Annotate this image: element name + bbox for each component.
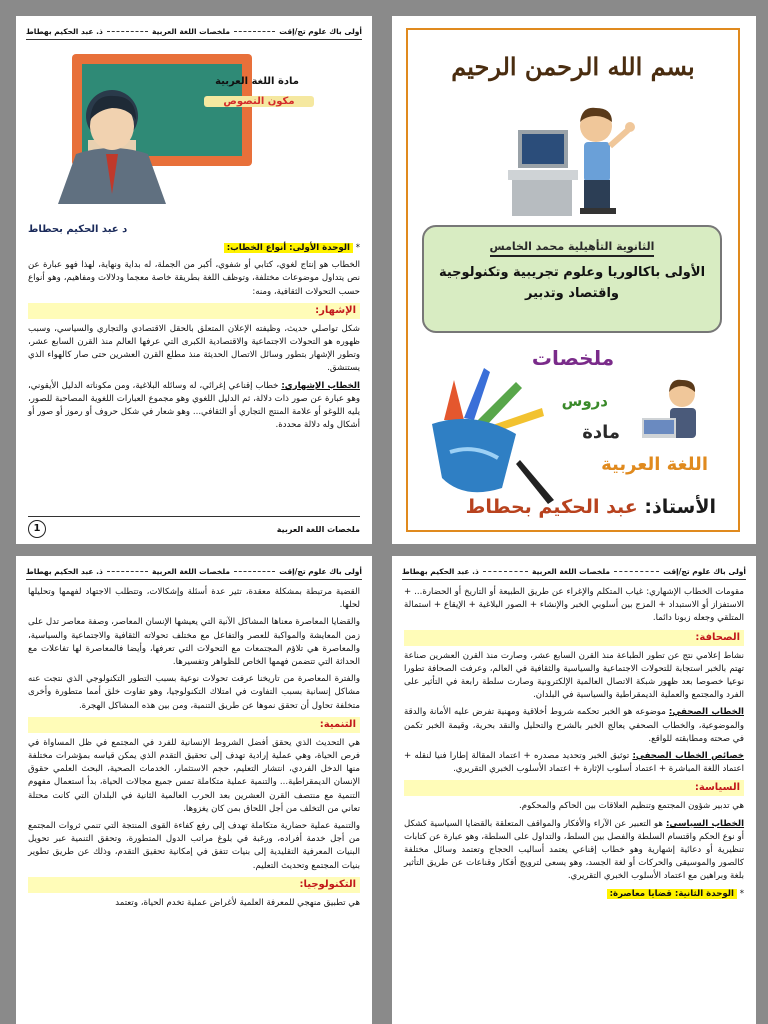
header-teacher: ذ. عبد الحكيم بهطاط xyxy=(25,566,103,576)
page-header xyxy=(26,564,362,578)
page-press-politics xyxy=(392,556,756,1024)
advertising-discourse-text: خطاب إقناعي إغرائي، له وسائله البلاغية، ومن مكوناته الدليل الأيقوني، وهو عبارة عن صور ذات دلالة، ثم الدليل اللغوي وهو مجموع العبارات اللغوية المصاحبة للصور، يليه اللوغو أو علامة المنتج التجاري أو الثقافي... وهو شعار في شكل حروف أو رموز أو صور أو أشكال وله دلالة محددة. xyxy=(28,380,360,431)
press-features-title: خصائص الخطاب الصحفي: xyxy=(632,751,745,762)
press-features-text: توثيق الخبر وتحديد مصدره + اعتماد المقالة إطارا فنيا لنقله + اعتماد اللغة المباشرة + اعتماد أسلوب الإثارة + اعتماد الأسلوب الخبري التقريري. xyxy=(404,751,744,775)
development-text-1: هي التحديث الذي يحقق أفضل الشروط الإنسانية للفرد في المجتمع في ظل المساواة في فرص الحياة، وهي عملية إرادية تهدف إلى تحقيق التقدم الذي يمكن قياسه بمؤشرات مختلفة منها الدخل الفردي، انتشار التعليم، حجم الاستثمار، الخدمات الصحية، البحث العلمي حقوق الإنسان الديمقراطية... والتنمية عملية متكاملة تمس جميع مجالات الحياة، بدأ استعمال مفهوم التنمية مع منتصف القرن العشرين بعد الحرب العالمية الثانية في البلدان التي كانت محتلة تعاني من التخلف من أجل اللحاق بمن كان يغزوها. xyxy=(28,737,360,814)
development-text-2: والتنمية عملية حضارية متكاملة تهدف إلى رفع كفاءة القوى المنتجة التي تنمي ثروات المجتمع من أجل خدمة أفراده، ورغبة في بلوغ مراتب الدول المتطورة، وتحقق التنمية عبر تحويل البنيات المعرفية التقليدية إلى بنيات تتفق في إمكانية تحقيق التقدم، وذلك عن طريق تطوير بنيات المجتمع وتحديث التعليم. xyxy=(28,821,360,871)
page-number: 1 xyxy=(28,520,46,538)
section-technology: التكنولوجيا: xyxy=(28,877,360,893)
advertising-discourse-title: الخطاب الإشهاري: xyxy=(281,380,360,391)
political-discourse-title: الخطاب السياسي: xyxy=(665,818,745,829)
press-discourse-text: موضوعه هو الخبر تحكمه شروط أخلاقية ومهنية تفرض عليه الأمانة والدقة والموضوعية، والخطاب الصحفي يعالج الخبر بالشرح والتحليل والنقد بحرية، وقيمة الخبر تكمن في صحته ومطابقته للواقع. xyxy=(404,707,744,744)
contemporary-text: والقضايا المعاصرة معناها المشاكل الآنية التي يعيشها الإنسان المعاصر، وصفة معاصر تدل على زمن المعايشة والمواكبة للعصر والتفاعل مع مختلف تحولاته الثقافية والاجتماعية والسياسية، والمعاصرة هي تلاؤم المجتمعات مع التحولات التي تعرفها، وأيضا فالمعاصرة لها تفاعلات مع الحداثة التي تتضمن فهمها الخاص للظواهر وتفسيرها. xyxy=(28,617,360,668)
page-body xyxy=(28,586,360,914)
section-press: الصحافة: xyxy=(404,630,744,646)
politics-text: هي تدبير شؤون المجتمع وتنظيم العلاقات بين الحاكم والمحكوم. xyxy=(519,801,744,812)
school-info-box xyxy=(422,225,722,333)
board-signature: د عبد الحكيم بحطاط xyxy=(28,224,128,235)
header-subject: ملخصات اللغة العربية xyxy=(152,26,231,36)
discourse-intro: الخطاب هو إنتاج لغوي، كتابي أو شفوي، أكبر من الجملة، له بداية ونهاية، لهذا فهو عبارة عن نص يتداول موضوعات مختلفة، وتوظف اللغة بطريقة خاصة معجما ودلالات ومفاهيم، وهو أنواع حسب التحولات الثقافية، ومنه: xyxy=(28,260,360,297)
header-subject: ملخصات اللغة العربية xyxy=(152,566,231,576)
advertising-text: شكل تواصلي حديث، وظيفته الإعلان المتعلق بالحقل الاقتصادي والتجاري والسياسي، وسبب ظهوره هو التحولات الاجتماعية والاقتصادية الكبرى التي عرفها العالم منذ القرن السابع عشر، وتطور الإشهار بتطور وسائل الاتصال الحديثة منذ مطلع القرن العشرين حتى صار كالهواء الذي يستنشق. xyxy=(28,323,360,374)
ad-components-text: مقومات الخطاب الإشهاري: غياب المتكلم والإغراء عن طريق الطبيعة أو التاريخ أو الحضارة... + الاستفزاز أو الاستبداد + المزج بين أسلوبي الخبر والإنشاء + الصور البلاغية + الإيقاع + استمالة المتلقي وجعله زبونا دائما. xyxy=(404,587,744,624)
issue-intro: القضية مرتبطة بمشكلة معقدة، تثير عدة أسئلة وإشكالات، وتتطلب الاجتهاد لفهمها وتحليلها لحلها. xyxy=(28,587,360,611)
header-class: أولى باك علوم تج/إقت xyxy=(663,566,746,576)
teacher-prefix: الأستاذ: xyxy=(644,496,716,518)
lessons-label: دروس xyxy=(561,392,608,410)
board-title: مادة اللغة العربية xyxy=(215,76,299,87)
unit-1-title: الوحدة الأولى: أنواع الخطاب: xyxy=(224,243,353,253)
header-class: أولى باك علوم تج/إقت xyxy=(279,566,362,576)
subject-label: مادة xyxy=(582,422,620,443)
man-at-computer-illustration xyxy=(498,90,648,230)
school-name: الثانوية التأهيلية محمد الخامس xyxy=(490,240,655,257)
arabic-language-label: اللغة العربية xyxy=(601,454,708,475)
press-text: نشاط إعلامي نتج عن تطور الطباعة منذ القرن السابع عشر، وصارت منذ القرن العشرين صناعة تهتم بالخبر استجابة للتحولات الاجتماعية والسياسية والثقافية في العالم، وعرفت الصحافة تطورا نوعيا خصوصا بعد ظهور شبكة الاتصال العالمية الإلكترونية وصارت سلطة رابعة في التأثير على الفرد والمجتمع والعملية الديمقراطية والسياسية في البلدان. xyxy=(404,650,744,701)
board-subtitle: مكون النصوص xyxy=(204,96,314,107)
political-discourse-text: هو التعبير عن الآراء والأفكار والمواقف المتعلقة بالقضايا السياسية كشكل أو نوع الحكم واقتسام السلطة والفصل بين السلط، والتداول على السلطة، وهو عبارة عن كتابات تنظيرية أو دعائية إشهارية وهو خطاب إقناعي يعتمد أساليب الحجاج وتعتمد وسائل مختلفة كالصور والموسيقى والحركات أو لغة الجسد، وهو يسعى لترويج أفكار وقناعات عن طريق التأثير بلغة وبراهين مع اعتماد الأسلوب الخبري التقريري. xyxy=(404,818,744,882)
unit-2-title: الوحدة الثانية: قضايا معاصرة: xyxy=(607,889,737,899)
basmala: بسم الله الرحمن الرحيم xyxy=(451,52,695,81)
page-body: مقومات الخطاب الإشهاري: غياب المتكلم والإغراء عن طريق الطبيعة أو التاريخ أو الحضارة... + الاستفزاز أو الاستبداد + المزج بين أسلوبي الخبر والإنشاء + الصور البلاغية + الإيقاع + استمالة المتلقي وجعله زبونا دائما. الصحافة: نشاط إعلامي نتج عن تطور الطباعة منذ القرن السابع عشر، وصارت منذ القرن العشرين صناعة تهتم بالخبر استجابة للتحولات الاجتماعية والسياسية والثقافية في العالم، وعرفت الصحافة تطورا نوعيا خصوصا بعد ظهور شبكة الاتصال العالمية الإلكترونية وصارت سلطة رابعة في التأثير على الفرد والمجتمع والعملية الديمقراطية والسياسية في البلدان. الخطاب الصحفي: موضوعه هو الخبر تحكمه شروط أخلاقية ومهنية تفرض عليه الأمانة والدقة والموضوعية، والخطاب الصحفي يعالج الخبر بالشرح والتحليل والنقد بحرية، وقيمة الخبر تكمن في صحته ومطابقته للواقع. خصائص الخطاب الصحفي: توثيق الخبر وتحديد مصدره + اعتماد المقالة إطارا فنيا لنقله + اعتماد اللغة المباشرة + اعتماد أسلوب الإثارة + اعتماد الأسلوب الخبري التقريري. السياسة: هي تدبير شؤون المجتمع وتنظيم العلاقات بين الحاكم والمحكوم. الخطاب السياسي: هو التعبير عن الآراء والأفكار والمواقف المتعلقة بالقضايا السياسية كشكل أو نوع الحكم واقتسام السلطة والفصل بين السلط، والتداول على السلطة، وهو عبارة عن كتابات تنظيرية أو دعائية إشهارية وهو خطاب إقناعي يعتمد أساليب الحجاج وتعتمد وسائل مختلفة كالصور والموسيقى والحركات أو لغة الجسد، وهو يسعى لترويج أفكار وقناعات عن طريق التأثير بلغة وبراهين مع اعتماد الأسلوب الخبري التقريري. * الوحدة الثانية: قضايا معاصرة: xyxy=(404,587,745,899)
press-discourse-title: الخطاب الصحفي: xyxy=(668,707,744,718)
page-contemporary-issues xyxy=(16,556,372,1024)
page-1 xyxy=(16,16,372,544)
page-header xyxy=(26,24,362,38)
track-line-2: واقتصاد وتدبير xyxy=(525,286,619,301)
technology-text: هي تطبيق منهجي للمعرفة العلمية لأغراض عملية تخدم الحياة، وتعتمد xyxy=(115,897,360,908)
track-line-1: الأولى باكالوريا وعلوم تجريبية وتكنولوجية xyxy=(438,265,706,280)
section-development: التنمية: xyxy=(28,717,360,733)
man-with-laptop-illustration xyxy=(636,374,710,444)
page-footer xyxy=(28,516,360,538)
section-advertising: الإشهار: xyxy=(28,303,360,319)
header-class: أولى باك علوم تج/إقت xyxy=(279,26,362,36)
contemporary-period-text: والفترة المعاصرة من تاريخنا عرفت تحولات نوعية بسبب التطور التكنولوجي الذي نتجت عنه مشاكل إنسانية بسبب التفاوت في امتلاك التكنولوجيا، وهو تفاوت خلق أمما متطورة وأخرى متخلفة تحاول أن تحقق نموها عن طريق التنمية، ومن بين هذه المشاكل الهجرة. xyxy=(28,674,360,711)
pens-cup-illustration xyxy=(424,360,564,510)
teacher-full-name: عبد الحكيم بحطاط xyxy=(465,496,638,518)
cover-frame xyxy=(406,28,740,532)
summaries-title: ملخصات xyxy=(531,346,615,370)
header-subject: ملخصات اللغة العربية xyxy=(532,566,611,576)
teacher-name xyxy=(466,496,716,518)
page-header xyxy=(402,564,746,578)
header-teacher: ذ. عبد الحكيم بهطاط xyxy=(401,566,479,576)
header-teacher: ذ. عبد الحكيم بهطاط xyxy=(25,26,103,36)
cover-page xyxy=(392,16,756,544)
page-1-body: * الوحدة الأولى: أنواع الخطاب: الخطاب هو إنتاج لغوي، كتابي أو شفوي، أكبر من الجملة، له بداية ونهاية، لهذا فهو عبارة عن نص يتداول موضوعات مختلفة، وتوظف اللغة بطريقة خاصة معجما ودلالات ومفاهيم، وهو أنواع حسب التحولات الثقافية، ومنه: الإشهار: شكل تواصلي حديث، وظيفته الإعلان المتعلق بالحقل الاقتصادي والتجاري والسياسي، وسبب ظهوره هو التحولات الاجتماعية والاقتصادية الكبرى التي عرفها العالم منذ القرن السابع عشر، وتطور الإشهار بتطور وسائل الاتصال الحديثة منذ مطلع القرن العشرين حتى صار كالهواء الذي يستنشق. الخطاب الإشهاري: خطاب إقناعي إغرائي، له وسائله البلاغية، ومن مكوناته الدليل الأيقوني، وهو عبارة عن صور ذات دلالة، ثم الدليل اللغوي وهو مجموع العبارات اللغوية المصاحبة للصور، يليه اللوغو أو علامة المنتج التجاري أو الثقافي... وهو شعار في شكل حروف أو رموز أو صور أو أشكال وله دلالة محددة. xyxy=(28,243,360,431)
section-politics: السياسة: xyxy=(404,780,744,796)
footer-text: ملخصات اللغة العربية xyxy=(276,524,360,534)
